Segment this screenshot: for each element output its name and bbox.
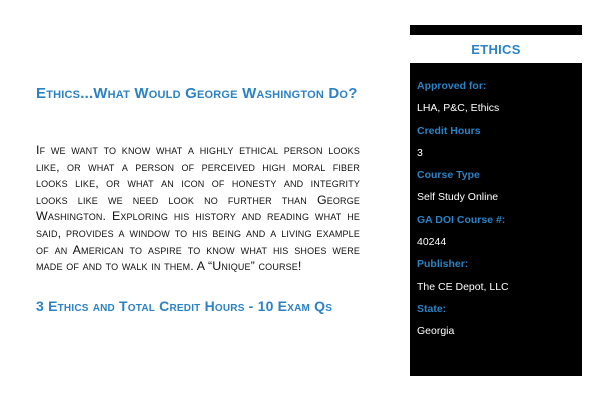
approved-for-label: Approved for: — [417, 80, 487, 92]
ga-doi-course-value: 40244 — [417, 236, 447, 249]
publisher-label: Publisher: — [417, 258, 469, 271]
approved-for-value: LHA, P&C, Ethics — [417, 102, 500, 115]
sidebar-header: ETHICS — [471, 42, 521, 57]
credit-hours-value: 3 — [417, 146, 423, 159]
course-type-label: Course Type — [417, 169, 480, 182]
state-value: Georgia — [417, 325, 455, 338]
course-title: Ethics...What Would George Washington Do? — [36, 85, 358, 102]
sidebar-top-bar — [410, 25, 582, 35]
course-description: If we want to know what a highly ethical person looks like, or what a person of perceived high moral fiber looks like, or what an icon of honesty and integrity looks like we need look no further than George Washington. Exploring his history and reading what he said, provides a window to his being and a living example of an American to aspire to know what his shoes were made of and to walk in them. A “Unique” course! — [36, 143, 360, 274]
course-info-panel — [410, 63, 582, 376]
ga-doi-course-label: GA DOI Course #: — [417, 213, 506, 226]
publisher-value: The CE Depot, LLC — [417, 280, 509, 293]
course-content — [36, 84, 360, 315]
course-type-value: Self Study Online — [417, 191, 499, 204]
state-label: State: — [417, 302, 447, 315]
credit-summary: 3 Ethics and Total Credit Hours - 10 Exam Qs — [36, 297, 333, 314]
credit-hours-label: Credit Hours — [417, 124, 481, 137]
